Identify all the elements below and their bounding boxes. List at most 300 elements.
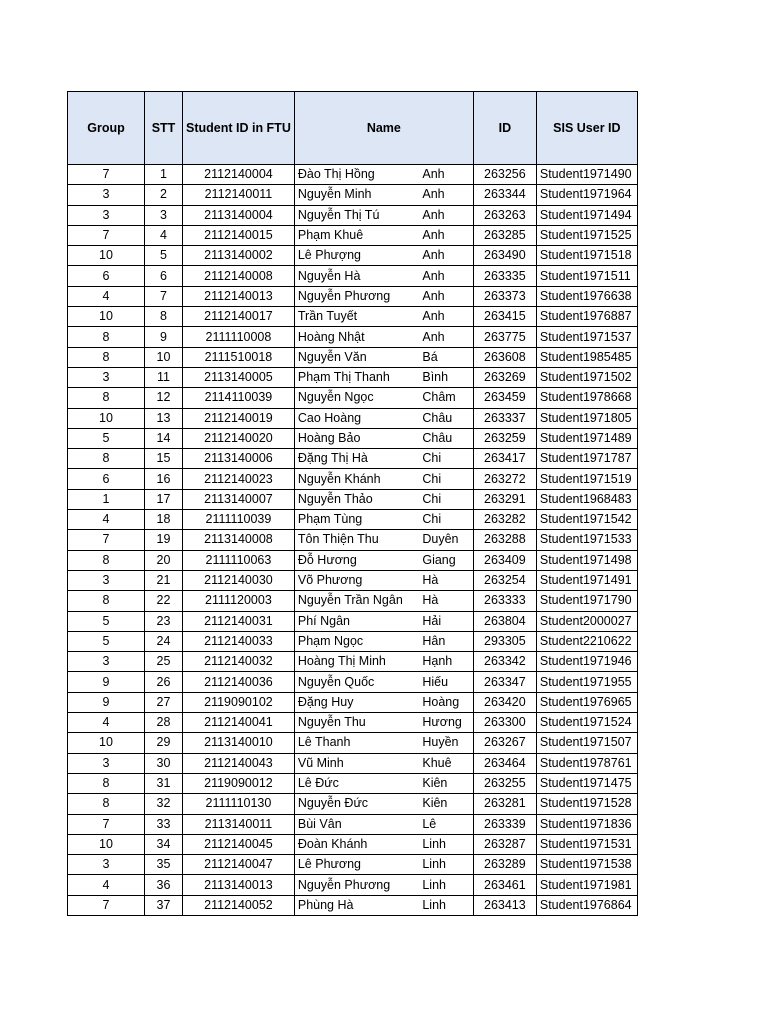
- cell-sis-user-id: Student1971787: [536, 449, 637, 469]
- cell-first-name: Nguyễn Minh: [294, 185, 419, 205]
- cell-group: 3: [68, 855, 145, 875]
- cell-last-name: Anh: [419, 185, 473, 205]
- cell-student-id: 2112140043: [183, 753, 295, 773]
- cell-id: 263333: [473, 591, 536, 611]
- cell-student-id: 2112140041: [183, 713, 295, 733]
- cell-first-name: Lê Phượng: [294, 246, 419, 266]
- table-row: [68, 753, 638, 773]
- table-row: [68, 773, 638, 793]
- cell-last-name: Hải: [419, 611, 473, 631]
- cell-group: 4: [68, 875, 145, 895]
- cell-id: 263413: [473, 895, 536, 915]
- cell-first-name: Nguyễn Thảo: [294, 489, 419, 509]
- table-row: [68, 449, 638, 469]
- cell-stt: 15: [145, 449, 183, 469]
- cell-sis-user-id: Student1971475: [536, 773, 637, 793]
- table-row: [68, 327, 638, 347]
- cell-first-name: Đỗ Hương: [294, 550, 419, 570]
- header-student-id: Student ID in FTU: [183, 92, 295, 165]
- cell-id: 263335: [473, 266, 536, 286]
- table-row: [68, 408, 638, 428]
- cell-group: 3: [68, 570, 145, 590]
- cell-last-name: Kiên: [419, 773, 473, 793]
- cell-first-name: Hoàng Nhật: [294, 327, 419, 347]
- cell-student-id: 2112140013: [183, 286, 295, 306]
- cell-group: 8: [68, 550, 145, 570]
- cell-sis-user-id: Student1976965: [536, 692, 637, 712]
- cell-stt: 22: [145, 591, 183, 611]
- cell-stt: 37: [145, 895, 183, 915]
- cell-first-name: Hoàng Bảo: [294, 428, 419, 448]
- cell-id: 263291: [473, 489, 536, 509]
- cell-group: 8: [68, 794, 145, 814]
- cell-student-id: 2112140015: [183, 225, 295, 245]
- cell-first-name: Phạm Ngọc: [294, 631, 419, 651]
- cell-last-name: Linh: [419, 834, 473, 854]
- table-row: [68, 814, 638, 834]
- cell-last-name: Huyền: [419, 733, 473, 753]
- cell-last-name: Anh: [419, 246, 473, 266]
- cell-id: 263263: [473, 205, 536, 225]
- cell-group: 8: [68, 449, 145, 469]
- cell-sis-user-id: Student1971491: [536, 570, 637, 590]
- table-row: [68, 570, 638, 590]
- cell-sis-user-id: Student1971494: [536, 205, 637, 225]
- table-row: [68, 794, 638, 814]
- cell-first-name: Tôn Thiện Thu: [294, 530, 419, 550]
- cell-group: 6: [68, 469, 145, 489]
- cell-id: 263464: [473, 753, 536, 773]
- cell-id: 263267: [473, 733, 536, 753]
- cell-sis-user-id: Student2210622: [536, 631, 637, 651]
- cell-first-name: Bùi Vân: [294, 814, 419, 834]
- table-row: [68, 388, 638, 408]
- student-table: [67, 91, 638, 916]
- cell-last-name: Chi: [419, 449, 473, 469]
- cell-id: 263459: [473, 388, 536, 408]
- cell-student-id: 2112140023: [183, 469, 295, 489]
- cell-sis-user-id: Student2000027: [536, 611, 637, 631]
- table-row: [68, 591, 638, 611]
- cell-id: 263281: [473, 794, 536, 814]
- header-sis-user-id: SIS User ID: [536, 92, 637, 165]
- cell-group: 3: [68, 205, 145, 225]
- cell-first-name: Nguyễn Hà: [294, 266, 419, 286]
- cell-group: 4: [68, 510, 145, 530]
- cell-first-name: Nguyễn Ngọc: [294, 388, 419, 408]
- table-header: [68, 92, 638, 165]
- cell-id: 263461: [473, 875, 536, 895]
- table-row: [68, 266, 638, 286]
- cell-student-id: 2111110039: [183, 510, 295, 530]
- cell-group: 10: [68, 834, 145, 854]
- table-row: [68, 185, 638, 205]
- cell-id: 263373: [473, 286, 536, 306]
- cell-first-name: Nguyễn Khánh: [294, 469, 419, 489]
- cell-group: 8: [68, 347, 145, 367]
- cell-last-name: Kiên: [419, 794, 473, 814]
- cell-group: 7: [68, 895, 145, 915]
- cell-last-name: Linh: [419, 895, 473, 915]
- cell-group: 5: [68, 631, 145, 651]
- cell-sis-user-id: Student1971981: [536, 875, 637, 895]
- cell-last-name: Duyên: [419, 530, 473, 550]
- cell-student-id: 2112140036: [183, 672, 295, 692]
- cell-sis-user-id: Student1976638: [536, 286, 637, 306]
- table-row: [68, 469, 638, 489]
- cell-sis-user-id: Student1971533: [536, 530, 637, 550]
- cell-group: 8: [68, 327, 145, 347]
- cell-student-id: 2112140033: [183, 631, 295, 651]
- cell-first-name: Đào Thị Hồng: [294, 165, 419, 185]
- cell-last-name: Hà: [419, 591, 473, 611]
- cell-last-name: Anh: [419, 165, 473, 185]
- table-row: [68, 611, 638, 631]
- cell-sis-user-id: Student1971946: [536, 652, 637, 672]
- cell-stt: 9: [145, 327, 183, 347]
- cell-last-name: Bá: [419, 347, 473, 367]
- cell-group: 7: [68, 165, 145, 185]
- cell-sis-user-id: Student1971498: [536, 550, 637, 570]
- table-row: [68, 367, 638, 387]
- cell-first-name: Phùng Hà: [294, 895, 419, 915]
- cell-id: 263608: [473, 347, 536, 367]
- table-row: [68, 489, 638, 509]
- cell-sis-user-id: Student1971511: [536, 266, 637, 286]
- cell-last-name: Châu: [419, 428, 473, 448]
- table-row: [68, 631, 638, 651]
- cell-id: 263269: [473, 367, 536, 387]
- cell-student-id: 2111110130: [183, 794, 295, 814]
- cell-student-id: 2113140004: [183, 205, 295, 225]
- table-row: [68, 672, 638, 692]
- cell-group: 3: [68, 753, 145, 773]
- cell-student-id: 2119090102: [183, 692, 295, 712]
- cell-student-id: 2111510018: [183, 347, 295, 367]
- cell-last-name: Linh: [419, 875, 473, 895]
- cell-stt: 14: [145, 428, 183, 448]
- cell-stt: 21: [145, 570, 183, 590]
- header-group: Group: [68, 92, 145, 165]
- cell-student-id: 2112140004: [183, 165, 295, 185]
- cell-first-name: Đặng Huy: [294, 692, 419, 712]
- table-row: [68, 733, 638, 753]
- table-row: [68, 307, 638, 327]
- cell-student-id: 2112140031: [183, 611, 295, 631]
- cell-first-name: Nguyễn Đức: [294, 794, 419, 814]
- cell-student-id: 2119090012: [183, 773, 295, 793]
- cell-last-name: Hiếu: [419, 672, 473, 692]
- cell-first-name: Vũ Minh: [294, 753, 419, 773]
- cell-stt: 19: [145, 530, 183, 550]
- table-row: [68, 347, 638, 367]
- cell-id: 263420: [473, 692, 536, 712]
- cell-first-name: Nguyễn Thu: [294, 713, 419, 733]
- cell-first-name: Đoàn Khánh: [294, 834, 419, 854]
- cell-id: 263775: [473, 327, 536, 347]
- cell-last-name: Anh: [419, 266, 473, 286]
- cell-id: 263415: [473, 307, 536, 327]
- table-row: [68, 246, 638, 266]
- cell-sis-user-id: Student1971502: [536, 367, 637, 387]
- table-row: [68, 713, 638, 733]
- cell-last-name: Hoàng: [419, 692, 473, 712]
- table-row: [68, 692, 638, 712]
- cell-group: 5: [68, 428, 145, 448]
- cell-first-name: Trần Tuyết: [294, 307, 419, 327]
- cell-stt: 5: [145, 246, 183, 266]
- cell-student-id: 2113140011: [183, 814, 295, 834]
- cell-last-name: Lê: [419, 814, 473, 834]
- cell-id: 263417: [473, 449, 536, 469]
- header-id: ID: [473, 92, 536, 165]
- cell-student-id: 2113140002: [183, 246, 295, 266]
- cell-sis-user-id: Student1971525: [536, 225, 637, 245]
- cell-sis-user-id: Student1971507: [536, 733, 637, 753]
- cell-group: 9: [68, 692, 145, 712]
- cell-student-id: 2112140020: [183, 428, 295, 448]
- cell-id: 263339: [473, 814, 536, 834]
- cell-stt: 20: [145, 550, 183, 570]
- cell-first-name: Nguyễn Trần Ngân: [294, 591, 419, 611]
- cell-id: 263289: [473, 855, 536, 875]
- cell-group: 3: [68, 652, 145, 672]
- cell-last-name: Hạnh: [419, 652, 473, 672]
- cell-group: 1: [68, 489, 145, 509]
- table-row: [68, 652, 638, 672]
- cell-id: 293305: [473, 631, 536, 651]
- cell-sis-user-id: Student1971964: [536, 185, 637, 205]
- cell-sis-user-id: Student1971836: [536, 814, 637, 834]
- cell-stt: 11: [145, 367, 183, 387]
- cell-first-name: Võ Phương: [294, 570, 419, 590]
- cell-id: 263804: [473, 611, 536, 631]
- cell-group: 8: [68, 388, 145, 408]
- cell-stt: 1: [145, 165, 183, 185]
- cell-id: 263300: [473, 713, 536, 733]
- cell-stt: 28: [145, 713, 183, 733]
- cell-stt: 7: [145, 286, 183, 306]
- cell-group: 5: [68, 611, 145, 631]
- cell-id: 263255: [473, 773, 536, 793]
- cell-id: 263342: [473, 652, 536, 672]
- cell-group: 7: [68, 225, 145, 245]
- cell-group: 4: [68, 286, 145, 306]
- cell-last-name: Anh: [419, 205, 473, 225]
- cell-student-id: 2112140047: [183, 855, 295, 875]
- cell-student-id: 2111110063: [183, 550, 295, 570]
- cell-first-name: Hoàng Thị Minh: [294, 652, 419, 672]
- cell-id: 263409: [473, 550, 536, 570]
- cell-id: 263285: [473, 225, 536, 245]
- cell-student-id: 2113140010: [183, 733, 295, 753]
- cell-stt: 13: [145, 408, 183, 428]
- table-row: [68, 165, 638, 185]
- cell-sis-user-id: Student1976887: [536, 307, 637, 327]
- cell-stt: 4: [145, 225, 183, 245]
- table-row: [68, 875, 638, 895]
- cell-sis-user-id: Student1971790: [536, 591, 637, 611]
- cell-stt: 31: [145, 773, 183, 793]
- cell-stt: 29: [145, 733, 183, 753]
- cell-student-id: 2113140013: [183, 875, 295, 895]
- cell-sis-user-id: Student1978761: [536, 753, 637, 773]
- cell-id: 263287: [473, 834, 536, 854]
- cell-sis-user-id: Student1976864: [536, 895, 637, 915]
- cell-last-name: Hân: [419, 631, 473, 651]
- table-row: [68, 286, 638, 306]
- table-body: [68, 165, 638, 916]
- cell-sis-user-id: Student1971528: [536, 794, 637, 814]
- cell-group: 8: [68, 591, 145, 611]
- cell-first-name: Lê Đức: [294, 773, 419, 793]
- cell-group: 9: [68, 672, 145, 692]
- cell-sis-user-id: Student1985485: [536, 347, 637, 367]
- cell-first-name: Lê Phương: [294, 855, 419, 875]
- cell-id: 263288: [473, 530, 536, 550]
- header-name: Name: [294, 92, 473, 165]
- cell-stt: 30: [145, 753, 183, 773]
- cell-group: 3: [68, 367, 145, 387]
- cell-id: 263344: [473, 185, 536, 205]
- cell-first-name: Nguyễn Thị Tú: [294, 205, 419, 225]
- cell-student-id: 2112140008: [183, 266, 295, 286]
- cell-stt: 24: [145, 631, 183, 651]
- cell-sis-user-id: Student1978668: [536, 388, 637, 408]
- table-row: [68, 205, 638, 225]
- cell-id: 263337: [473, 408, 536, 428]
- cell-stt: 26: [145, 672, 183, 692]
- cell-student-id: 2112140011: [183, 185, 295, 205]
- cell-first-name: Phạm Thị Thanh: [294, 367, 419, 387]
- cell-stt: 27: [145, 692, 183, 712]
- cell-group: 8: [68, 773, 145, 793]
- cell-student-id: 2112140032: [183, 652, 295, 672]
- cell-last-name: Bình: [419, 367, 473, 387]
- cell-last-name: Châm: [419, 388, 473, 408]
- table-row: [68, 428, 638, 448]
- cell-student-id: 2112140030: [183, 570, 295, 590]
- cell-stt: 17: [145, 489, 183, 509]
- table-row: [68, 834, 638, 854]
- cell-sis-user-id: Student1968483: [536, 489, 637, 509]
- table-row: [68, 510, 638, 530]
- cell-first-name: Phí Ngân: [294, 611, 419, 631]
- cell-first-name: Nguyễn Văn: [294, 347, 419, 367]
- table-row: [68, 225, 638, 245]
- cell-group: 10: [68, 307, 145, 327]
- cell-first-name: Phạm Khuê: [294, 225, 419, 245]
- cell-stt: 10: [145, 347, 183, 367]
- cell-student-id: 2113140007: [183, 489, 295, 509]
- cell-stt: 12: [145, 388, 183, 408]
- header-stt: STT: [145, 92, 183, 165]
- cell-stt: 36: [145, 875, 183, 895]
- cell-sis-user-id: Student1971805: [536, 408, 637, 428]
- cell-group: 3: [68, 185, 145, 205]
- cell-last-name: Chi: [419, 510, 473, 530]
- cell-last-name: Chi: [419, 469, 473, 489]
- cell-stt: 25: [145, 652, 183, 672]
- cell-group: 4: [68, 713, 145, 733]
- cell-last-name: Khuê: [419, 753, 473, 773]
- cell-stt: 18: [145, 510, 183, 530]
- cell-last-name: Chi: [419, 489, 473, 509]
- cell-stt: 34: [145, 834, 183, 854]
- cell-sis-user-id: Student1971490: [536, 165, 637, 185]
- cell-stt: 33: [145, 814, 183, 834]
- cell-stt: 6: [145, 266, 183, 286]
- cell-sis-user-id: Student1971542: [536, 510, 637, 530]
- cell-id: 263272: [473, 469, 536, 489]
- cell-group: 7: [68, 814, 145, 834]
- cell-last-name: Anh: [419, 286, 473, 306]
- cell-sis-user-id: Student1971538: [536, 855, 637, 875]
- cell-last-name: Linh: [419, 855, 473, 875]
- cell-last-name: Hương: [419, 713, 473, 733]
- cell-id: 263259: [473, 428, 536, 448]
- cell-group: 6: [68, 266, 145, 286]
- cell-student-id: 2112140019: [183, 408, 295, 428]
- cell-id: 263347: [473, 672, 536, 692]
- cell-student-id: 2112140052: [183, 895, 295, 915]
- cell-last-name: Anh: [419, 307, 473, 327]
- cell-student-id: 2111120003: [183, 591, 295, 611]
- cell-sis-user-id: Student1971519: [536, 469, 637, 489]
- cell-id: 263490: [473, 246, 536, 266]
- cell-last-name: Anh: [419, 225, 473, 245]
- cell-last-name: Hà: [419, 570, 473, 590]
- cell-stt: 3: [145, 205, 183, 225]
- cell-sis-user-id: Student1971955: [536, 672, 637, 692]
- cell-group: 10: [68, 246, 145, 266]
- cell-student-id: 2113140008: [183, 530, 295, 550]
- cell-stt: 8: [145, 307, 183, 327]
- cell-first-name: Nguyễn Phương: [294, 875, 419, 895]
- cell-first-name: Đặng Thị Hà: [294, 449, 419, 469]
- table-row: [68, 550, 638, 570]
- cell-group: 7: [68, 530, 145, 550]
- cell-stt: 16: [145, 469, 183, 489]
- cell-student-id: 2112140045: [183, 834, 295, 854]
- table-row: [68, 895, 638, 915]
- cell-sis-user-id: Student1971518: [536, 246, 637, 266]
- cell-stt: 32: [145, 794, 183, 814]
- cell-sis-user-id: Student1971524: [536, 713, 637, 733]
- cell-last-name: Châu: [419, 408, 473, 428]
- cell-sis-user-id: Student1971531: [536, 834, 637, 854]
- cell-group: 10: [68, 733, 145, 753]
- cell-id: 263254: [473, 570, 536, 590]
- cell-group: 10: [68, 408, 145, 428]
- cell-student-id: 2111110008: [183, 327, 295, 347]
- cell-id: 263282: [473, 510, 536, 530]
- cell-stt: 2: [145, 185, 183, 205]
- cell-first-name: Cao Hoàng: [294, 408, 419, 428]
- cell-student-id: 2113140005: [183, 367, 295, 387]
- table-row: [68, 855, 638, 875]
- cell-first-name: Nguyễn Phương: [294, 286, 419, 306]
- cell-first-name: Nguyễn Quốc: [294, 672, 419, 692]
- cell-student-id: 2112140017: [183, 307, 295, 327]
- cell-stt: 35: [145, 855, 183, 875]
- cell-student-id: 2113140006: [183, 449, 295, 469]
- cell-sis-user-id: Student1971489: [536, 428, 637, 448]
- cell-id: 263256: [473, 165, 536, 185]
- cell-last-name: Anh: [419, 327, 473, 347]
- cell-stt: 23: [145, 611, 183, 631]
- cell-first-name: Lê Thanh: [294, 733, 419, 753]
